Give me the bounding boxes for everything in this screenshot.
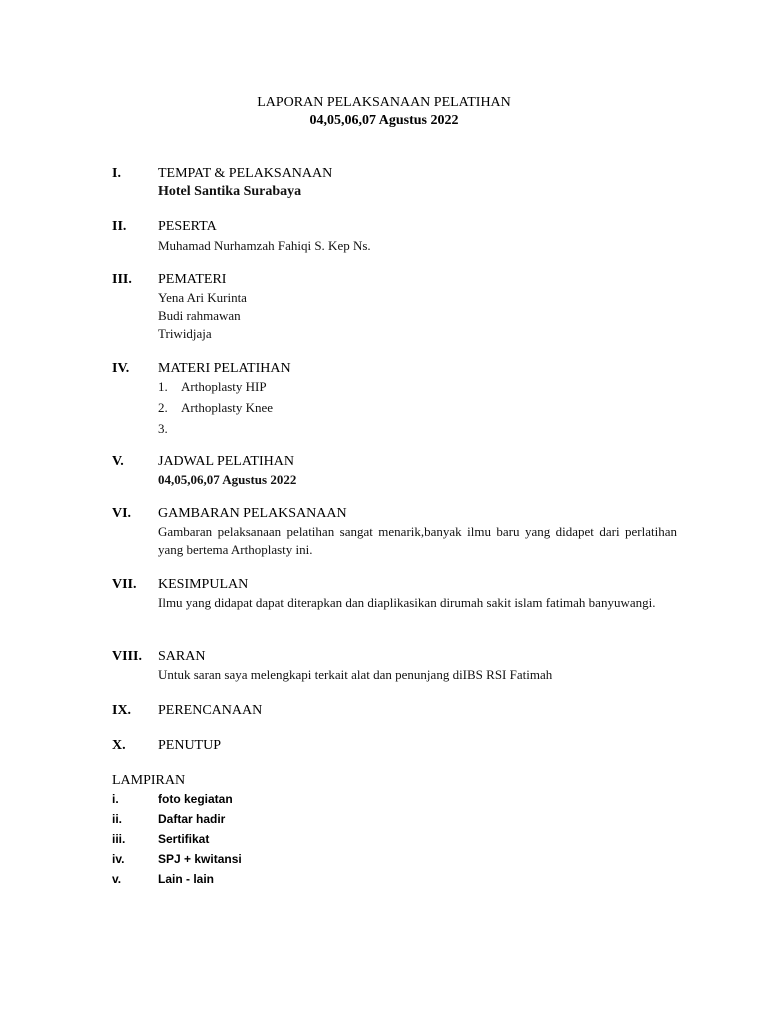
lampiran-item: foto kegiatan (158, 792, 233, 806)
list-item: Arthoplasty HIP (181, 379, 267, 394)
list-item-number: 2. (158, 400, 168, 415)
section-number: V. (112, 454, 124, 469)
lampiran-item-number: iii. (112, 832, 126, 846)
section-heading: PEMATERI (158, 272, 227, 287)
section-heading: SARAN (158, 649, 206, 664)
section-heading: PERENCANAAN (158, 703, 263, 718)
list-item-number: 3. (158, 421, 168, 436)
section-line: Untuk saran saya melengkapi terkait alat dan penunjang diIBS RSI Fatimah (158, 667, 553, 682)
section-heading: KESIMPULAN (158, 577, 249, 592)
section-number: III. (112, 272, 132, 287)
lampiran-item-number: v. (112, 872, 122, 886)
lampiran-heading: LAMPIRAN (112, 773, 186, 788)
section-paragraph: Gambaran pelaksanaan pelatihan sangat menarik,banyak ilmu baru yang didapet dari perlatihan yang bertema Arthoplasty ini. (158, 524, 677, 557)
section-number: VII. (112, 577, 137, 592)
section-line: Budi rahmawan (158, 308, 241, 323)
section-heading: JADWAL PELATIHAN (158, 454, 294, 469)
section-paragraph: Ilmu yang didapat dapat diterapkan dan diaplikasikan dirumah sakit islam fatimah banyuwangi. (158, 595, 656, 610)
section-heading: GAMBARAN PELAKSANAAN (158, 506, 347, 521)
section-number: I. (112, 166, 121, 181)
section-number: X. (112, 738, 126, 753)
section-number: IV. (112, 361, 130, 376)
section-line: Muhamad Nurhamzah Fahiqi S. Kep Ns. (158, 238, 371, 253)
section-line: Yena Ari Kurinta (158, 290, 247, 305)
lampiran-item-number: iv. (112, 852, 125, 866)
lampiran-item: SPJ + kwitansi (158, 852, 242, 866)
document-dates: 04,05,06,07 Agustus 2022 (309, 113, 459, 128)
section-number: II. (112, 219, 127, 234)
list-item: Arthoplasty Knee (181, 400, 274, 415)
lampiran-item-number: ii. (112, 812, 123, 826)
lampiran-item: Sertifikat (158, 832, 210, 846)
lampiran-item: Lain - lain (158, 872, 215, 886)
section-line: 04,05,06,07 Agustus 2022 (158, 472, 297, 487)
section-heading: TEMPAT & PELAKSANAAN (158, 166, 333, 181)
section-heading: MATERI PELATIHAN (158, 361, 291, 376)
section-heading: PESERTA (158, 219, 217, 234)
document-title: LAPORAN PELAKSANAAN PELATIHAN (257, 95, 511, 110)
section-number: VIII. (112, 649, 142, 664)
section-number: IX. (112, 703, 132, 718)
lampiran-item: Daftar hadir (158, 812, 226, 826)
section-line: Triwidjaja (158, 326, 212, 341)
section-heading: PENUTUP (158, 738, 222, 753)
section-number: VI. (112, 506, 132, 521)
lampiran-item-number: i. (112, 792, 119, 806)
section-line: Hotel Santika Surabaya (158, 184, 302, 199)
list-item-number: 1. (158, 379, 168, 394)
